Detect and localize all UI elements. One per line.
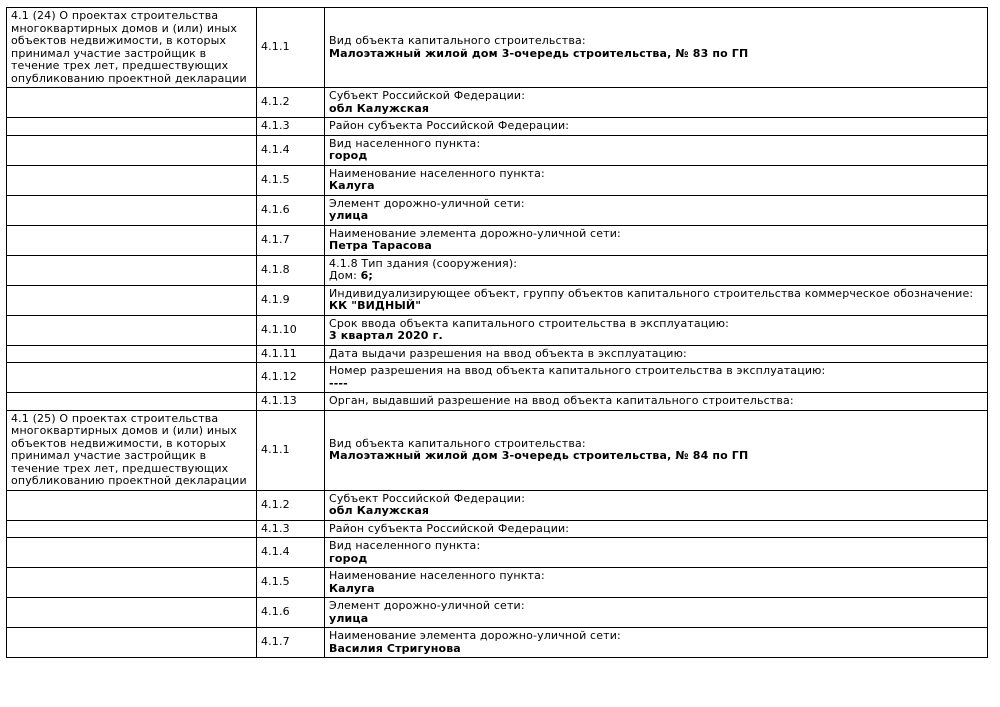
field-value — [329, 103, 983, 116]
empty-description-cell — [7, 88, 257, 118]
row-content — [325, 118, 988, 136]
field-label: Субъект Российской Федерации: — [329, 89, 526, 102]
field-label: Район субъекта Российской Федерации: — [329, 119, 570, 132]
row-content — [325, 520, 988, 538]
row-content — [325, 410, 988, 490]
field-label: Вид объекта капитального строительства: — [329, 34, 586, 47]
field-value-prefix: Дом: — [329, 269, 361, 282]
row-content — [325, 135, 988, 165]
field-value — [329, 240, 983, 253]
empty-description-cell — [7, 568, 257, 598]
project-declaration-table — [6, 7, 988, 658]
row-number: 4.1.3 — [257, 118, 325, 136]
field-value-text: город — [329, 149, 368, 162]
table-row — [7, 118, 988, 136]
empty-description-cell — [7, 118, 257, 136]
field-value — [329, 300, 983, 313]
row-number: 4.1.10 — [257, 315, 325, 345]
row-number: 4.1.2 — [257, 490, 325, 520]
row-number: 4.1.6 — [257, 195, 325, 225]
row-number: 4.1.1 — [257, 8, 325, 88]
table-row — [7, 520, 988, 538]
row-number: 4.1.5 — [257, 165, 325, 195]
row-number: 4.1.2 — [257, 88, 325, 118]
row-content — [325, 490, 988, 520]
row-number: 4.1.9 — [257, 285, 325, 315]
empty-description-cell — [7, 225, 257, 255]
field-value — [329, 270, 983, 283]
table-row — [7, 195, 988, 225]
section-description: 4.1 (25) О проектах строительства многоквартирных домов и (или) иных объектов недвижимости, в которых принимал участие застройщик в течение трех лет, предшествующих опубликованию проектной декларации — [7, 410, 257, 490]
table-row — [7, 88, 988, 118]
row-number: 4.1.11 — [257, 345, 325, 363]
field-value — [329, 330, 983, 343]
field-value — [329, 48, 983, 61]
table-row — [7, 345, 988, 363]
field-label: 4.1.8 Тип здания (сооружения): — [329, 256, 518, 270]
field-value-text: Калуга — [329, 581, 375, 595]
empty-description-cell — [7, 490, 257, 520]
table-row — [7, 568, 988, 598]
field-value-text: обл Калужская — [329, 504, 430, 517]
field-value — [329, 150, 983, 163]
row-number: 4.1.7 — [257, 628, 325, 658]
field-value — [329, 505, 983, 518]
field-value-text: обл Калужская — [329, 101, 430, 115]
table-row — [7, 393, 988, 411]
table-row — [7, 490, 988, 520]
table-row — [7, 135, 988, 165]
row-content — [325, 88, 988, 118]
empty-description-cell — [7, 135, 257, 165]
field-value-text: 3 квартал 2020 г. — [329, 329, 443, 342]
row-content — [325, 568, 988, 598]
field-value-text: КК "ВИДНЫЙ" — [329, 299, 422, 312]
empty-description-cell — [7, 363, 257, 393]
table-row — [7, 410, 988, 490]
field-value-text: 6; — [360, 269, 373, 282]
field-label: Район субъекта Российской Федерации: — [329, 521, 570, 535]
row-content — [325, 225, 988, 255]
table-row — [7, 363, 988, 393]
table-row — [7, 225, 988, 255]
empty-description-cell — [7, 538, 257, 568]
row-content — [325, 165, 988, 195]
row-content — [325, 315, 988, 345]
table-row — [7, 315, 988, 345]
table-row — [7, 165, 988, 195]
empty-description-cell — [7, 165, 257, 195]
empty-description-cell — [7, 285, 257, 315]
field-value — [329, 180, 983, 193]
field-label: Вид населенного пункта: — [329, 136, 481, 150]
field-value-text: улица — [329, 209, 369, 222]
empty-description-cell — [7, 520, 257, 538]
row-content — [325, 8, 988, 88]
row-content — [325, 538, 988, 568]
field-value-text: ---- — [329, 376, 348, 390]
row-content — [325, 628, 988, 658]
field-label: Субъект Российской Федерации: — [329, 491, 526, 505]
row-content — [325, 393, 988, 411]
empty-description-cell — [7, 315, 257, 345]
field-label: Дата выдачи разрешения на ввод объекта в эксплуатацию: — [329, 346, 687, 360]
table-row — [7, 628, 988, 658]
empty-description-cell — [7, 598, 257, 628]
field-label: Вид объекта капитального строительства: — [329, 436, 586, 450]
field-value-text: город — [329, 551, 368, 565]
field-label: Срок ввода объекта капитального строительства в эксплуатацию: — [329, 316, 729, 330]
row-number: 4.1.5 — [257, 568, 325, 598]
field-value — [329, 643, 983, 656]
row-number: 4.1.8 — [257, 255, 325, 285]
row-content — [325, 598, 988, 628]
row-content — [325, 285, 988, 315]
table-row — [7, 538, 988, 568]
empty-description-cell — [7, 345, 257, 363]
field-value-text: Калуга — [329, 179, 375, 192]
field-value-text: улица — [329, 611, 369, 625]
field-label: Элемент дорожно-уличной сети: — [329, 599, 525, 612]
row-number: 4.1.7 — [257, 225, 325, 255]
field-value-text: Василия Стригунова — [329, 641, 461, 655]
row-number: 4.1.3 — [257, 520, 325, 538]
field-label: Элемент дорожно-уличной сети: — [329, 196, 525, 210]
field-value — [329, 613, 983, 626]
row-number: 4.1.1 — [257, 410, 325, 490]
field-value-text: Малоэтажный жилой дом 3-очередь строительства, № 84 по ГП — [329, 449, 749, 462]
table-row — [7, 285, 988, 315]
field-value-text: Малоэтажный жилой дом 3-очередь строительства, № 83 по ГП — [329, 46, 749, 60]
row-number: 4.1.4 — [257, 538, 325, 568]
empty-description-cell — [7, 195, 257, 225]
field-label: Вид населенного пункта: — [329, 539, 481, 552]
row-content — [325, 195, 988, 225]
table-row — [7, 8, 988, 88]
table-body — [7, 8, 988, 658]
row-content — [325, 345, 988, 363]
field-label: Орган, выдавший разрешение на ввод объекта капитального строительства: — [329, 394, 794, 407]
row-number: 4.1.12 — [257, 363, 325, 393]
field-value — [329, 210, 983, 223]
empty-description-cell — [7, 628, 257, 658]
field-value — [329, 450, 983, 463]
field-value — [329, 583, 983, 596]
field-value — [329, 378, 983, 391]
section-description: 4.1 (24) О проектах строительства многоквартирных домов и (или) иных объектов недвижимости, в которых принимал участие застройщик в течение трех лет, предшествующих опубликованию проектной декларации — [7, 8, 257, 88]
row-content — [325, 363, 988, 393]
row-number: 4.1.6 — [257, 598, 325, 628]
field-value-text: Петра Тарасова — [329, 239, 432, 252]
row-content — [325, 255, 988, 285]
table-row — [7, 255, 988, 285]
row-number: 4.1.4 — [257, 135, 325, 165]
field-label: Наименование населенного пункта: — [329, 569, 545, 582]
empty-description-cell — [7, 255, 257, 285]
row-number: 4.1.13 — [257, 393, 325, 411]
table-row — [7, 598, 988, 628]
field-label: Индивидуализирующее объект, группу объектов капитального строительства коммерческое обозначение: — [329, 286, 974, 300]
field-label: Наименование элемента дорожно-уличной сети: — [329, 226, 621, 240]
field-label: Наименование населенного пункта: — [329, 166, 545, 180]
field-value — [329, 553, 983, 566]
field-label: Наименование элемента дорожно-уличной сети: — [329, 629, 621, 642]
empty-description-cell — [7, 393, 257, 411]
field-label: Номер разрешения на ввод объекта капитального строительства в эксплуатацию: — [329, 364, 826, 377]
